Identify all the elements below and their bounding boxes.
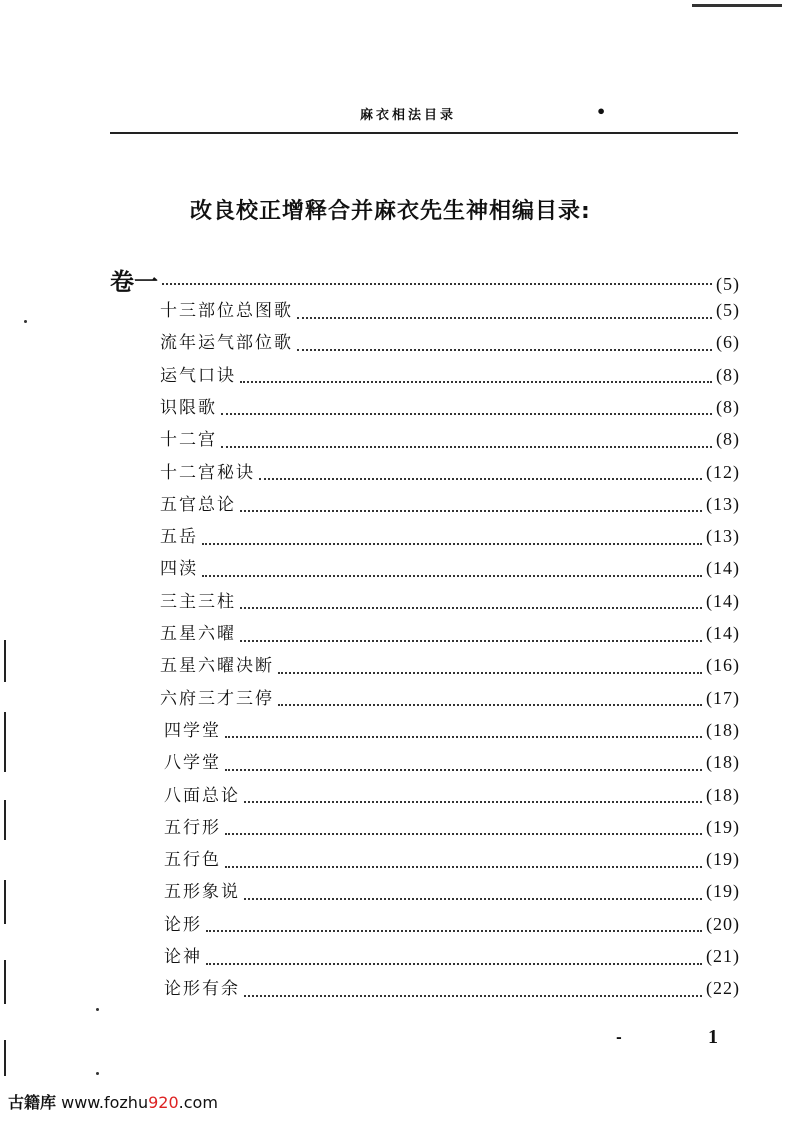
toc-leader-dots xyxy=(244,897,702,900)
toc-leader-dots xyxy=(240,380,712,383)
toc-leader-dots xyxy=(206,962,702,965)
toc-leader-dots xyxy=(278,671,702,674)
toc-leader-dots xyxy=(202,574,702,577)
toc-entry-row[interactable] xyxy=(160,684,740,714)
toc-leader-dots xyxy=(225,768,702,771)
toc-volume-page: (5) xyxy=(716,274,740,294)
toc-entry-title: 十二宫 xyxy=(160,430,217,451)
scan-edge-mark xyxy=(4,800,6,840)
toc-entry-page: (20) xyxy=(706,913,740,934)
toc-leader-dots xyxy=(297,316,712,319)
toc-entry-row[interactable] xyxy=(164,716,740,746)
toc-entry-page: (14) xyxy=(706,590,740,611)
toc-volume-title: 卷一 xyxy=(110,267,158,296)
toc-entry-title: 五星六曜决断 xyxy=(160,656,274,677)
scan-artifact-line xyxy=(692,0,782,7)
toc-entry-title: 论形有余 xyxy=(164,979,240,1000)
scan-edge-mark xyxy=(4,960,6,1004)
toc-entry-title: 四渎 xyxy=(160,559,198,580)
toc-leader-dots xyxy=(278,703,702,706)
toc-entry-row[interactable] xyxy=(160,619,740,649)
toc-entry-row[interactable] xyxy=(160,651,740,681)
toc-entry-title: 十三部位总图歌 xyxy=(160,301,293,321)
scan-edge-mark xyxy=(4,712,6,772)
toc-entry-title: 运气口诀 xyxy=(160,365,236,386)
toc-entry-page: (18) xyxy=(706,784,740,805)
toc-entry-row[interactable] xyxy=(160,554,740,584)
toc-entry-row[interactable] xyxy=(164,748,740,778)
toc-leader-dots xyxy=(297,348,712,351)
toc-leader-dots xyxy=(221,445,712,448)
toc-entry-title: 六府三才三停 xyxy=(160,688,274,709)
running-header-title: 麻衣相法目录 xyxy=(360,108,457,123)
header-rule xyxy=(110,132,738,134)
toc-entry-title: 论神 xyxy=(164,947,202,967)
toc-entry-page: (5) xyxy=(716,300,740,320)
toc-entry-title: 五岳 xyxy=(160,527,198,548)
toc-heading: 改良校正增释合并麻衣先生神相编目录: xyxy=(190,199,591,224)
toc-leader-dots xyxy=(162,282,712,285)
toc-entry-page: (22) xyxy=(706,978,740,999)
toc-entry-row[interactable] xyxy=(164,845,740,875)
toc-entry-page: (13) xyxy=(706,526,740,547)
watermark-url-number: 920 xyxy=(148,1093,179,1112)
toc-entry-title: 十二宫秘诀 xyxy=(160,462,255,483)
toc-entry-title: 流年运气部位歌 xyxy=(160,333,293,354)
toc-entry-page: (8) xyxy=(716,396,740,417)
toc-entry-title: 五行色 xyxy=(164,850,221,871)
scan-edge-mark xyxy=(4,1040,6,1076)
toc-entry-row[interactable] xyxy=(164,781,740,811)
toc-entry-row[interactable] xyxy=(160,490,740,520)
toc-entry-row[interactable] xyxy=(160,458,740,488)
toc-entry-row[interactable] xyxy=(160,296,740,326)
toc-entry-page: (18) xyxy=(706,719,740,740)
toc-entry-title: 识限歌 xyxy=(160,397,217,418)
toc-leader-dots xyxy=(259,477,702,480)
toc-entry-title: 八学堂 xyxy=(164,753,221,774)
toc-entry-row[interactable] xyxy=(160,361,740,391)
toc-entry-page: (21) xyxy=(706,946,740,966)
watermark xyxy=(8,1090,218,1113)
toc-entry-row[interactable] xyxy=(164,942,740,972)
toc-leader-dots xyxy=(225,735,702,738)
toc-entry-title: 八面总论 xyxy=(164,785,240,806)
toc-leader-dots xyxy=(225,865,702,868)
toc-entry-title: 五官总论 xyxy=(160,494,236,515)
toc-entry-title: 五行形 xyxy=(164,817,221,838)
toc-entry-row[interactable] xyxy=(164,813,740,843)
toc-entry-page: (18) xyxy=(706,752,740,773)
toc-entry-page: (8) xyxy=(716,364,740,385)
margin-mark: - xyxy=(616,1030,622,1046)
toc-entry-page: (6) xyxy=(716,332,740,353)
watermark-url-suffix: .com xyxy=(178,1093,218,1112)
watermark-label: 古籍库 xyxy=(8,1093,57,1112)
page-number: 1 xyxy=(708,1026,718,1048)
scan-speck xyxy=(96,1008,99,1011)
toc-entry-page: (19) xyxy=(706,849,740,870)
toc-entry-row[interactable] xyxy=(164,974,740,1004)
toc-entry-row[interactable] xyxy=(164,877,740,907)
toc-entry-row[interactable] xyxy=(160,393,740,423)
toc-leader-dots xyxy=(240,509,702,512)
toc-leader-dots xyxy=(240,606,702,609)
toc-leader-dots xyxy=(206,929,702,932)
toc-entry-row[interactable] xyxy=(160,522,740,552)
toc-entry-row[interactable] xyxy=(160,328,740,358)
running-header xyxy=(0,104,793,128)
scan-edge-mark xyxy=(4,640,6,682)
scan-edge-mark xyxy=(4,880,6,924)
toc-entry-page: (8) xyxy=(716,429,740,450)
toc-entry-title: 四学堂 xyxy=(164,720,221,741)
toc-entry-page: (13) xyxy=(706,493,740,514)
scan-speck xyxy=(96,1072,99,1075)
toc-entry-title: 三主三柱 xyxy=(160,591,236,612)
toc-leader-dots xyxy=(240,639,702,642)
scan-speck xyxy=(24,320,27,323)
toc-entry-page: (19) xyxy=(706,881,740,902)
toc-leader-dots xyxy=(244,994,702,997)
toc-leader-dots xyxy=(225,832,702,835)
toc-entry-page: (19) xyxy=(706,816,740,837)
toc-entry-page: (17) xyxy=(706,687,740,708)
toc-leader-dots xyxy=(221,412,712,415)
toc-entry-row[interactable] xyxy=(164,910,740,940)
toc-entry-title: 论形 xyxy=(164,914,202,935)
watermark-url-prefix: www.fozhu xyxy=(61,1093,149,1112)
toc-entry-row[interactable] xyxy=(160,425,740,455)
running-header-dot: • xyxy=(596,102,607,121)
toc-entry-page: (12) xyxy=(706,461,740,482)
toc-leader-dots xyxy=(202,542,702,545)
toc-entry-row[interactable] xyxy=(160,587,740,617)
toc-entry-title: 五星六曜 xyxy=(160,624,236,644)
toc-volume-row[interactable] xyxy=(110,262,740,296)
toc-entry-title: 五形象说 xyxy=(164,882,240,903)
toc-entry-page: (16) xyxy=(706,655,740,676)
toc-leader-dots xyxy=(244,800,702,803)
toc-entry-page: (14) xyxy=(706,623,740,643)
toc-entry-page: (14) xyxy=(706,558,740,579)
